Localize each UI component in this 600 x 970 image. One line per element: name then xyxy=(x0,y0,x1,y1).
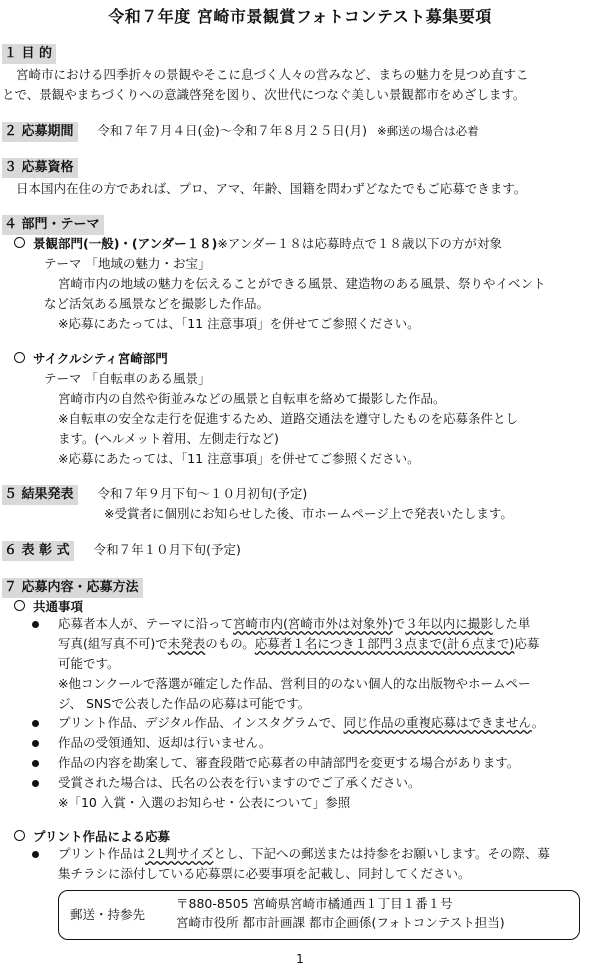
results-note: ※受賞者に個別にお知らせした後、市ホームページ上で発表いたします。 xyxy=(104,506,513,521)
division-1-note: ※アンダー１８は応募時点で１８歳以下の方が対象 xyxy=(217,236,502,251)
division-2-text-1: 宮崎市内の自然や街並みなどの風景と自転車を絡めて撮影した作品。 xyxy=(58,391,446,406)
common-items: 共通事項 xyxy=(14,598,83,616)
common-item-1-line-1: 応募者本人が、テーマに沿って宮崎市内(宮崎市外は対象外)で３年以内に撮影した単 xyxy=(58,616,531,631)
division-2-text-3: ます。(ヘルメット着用、左側走行など) xyxy=(58,431,279,446)
common-item-1-line-3: 可能です。 xyxy=(58,656,120,671)
common-item-3: 作品の受領通知、返却は行いません。 xyxy=(58,735,272,750)
common-item-1-line-2: 写真(組写真不可)で未発表のもの。応募者１名につき１部門３点まで(計６点まで)応募 xyxy=(58,636,540,651)
common-item-5-note: ※「10 入賞・入選のお知らせ・公表について」参照 xyxy=(58,795,351,810)
bullet-icon xyxy=(32,720,39,727)
print-entry: プリント作品による応募 xyxy=(14,828,170,846)
section-3-heading: ３ 応募資格 xyxy=(2,158,78,178)
division-1-text-1: 宮崎市内の地域の魅力を伝えることができる風景、建造物のある風景、祭りやイベント xyxy=(58,276,546,291)
section-1-text-line-1: 宮崎市における四季折々の景観やそこに息づく人々の営みなど、まちの魅力を見つめ直すこ xyxy=(16,67,529,82)
print-entry-line-2: 集チラシに添付している応募票に必要事項を記載し、同封してください。 xyxy=(58,866,471,881)
bullet-icon xyxy=(32,621,39,628)
division-1 xyxy=(14,235,502,253)
common-item-4: 作品の内容を勘案して、審査段階で応募者の申請部門を変更する場合があります。 xyxy=(58,755,520,770)
page-title: 令和７年度 宮崎市景観賞フォトコンテスト募集要項 xyxy=(108,7,492,26)
application-period: 令和７年７月４日(金)～令和７年８月２５日(月) xyxy=(97,123,368,138)
bullet-icon xyxy=(32,760,39,767)
section-1-text-line-2: とで、景観やまちづくりへの意識啓発を図り、次世代につなぐ美しい景観都市をめざします。 xyxy=(2,87,526,102)
division-2 xyxy=(14,350,168,368)
section-6 xyxy=(2,541,241,561)
division-1-theme: テーマ 「地域の魅力・お宝」 xyxy=(44,256,211,271)
bullet-icon xyxy=(32,851,39,858)
section-5 xyxy=(2,485,307,505)
address-label: 郵送・持参先 xyxy=(70,907,146,922)
division-2-title: サイクルシティ宮崎部門 xyxy=(33,351,168,366)
division-2-theme: テーマ 「自転車のある風景」 xyxy=(44,371,211,386)
division-1-text-2: など活気ある風景などを撮影した作品。 xyxy=(44,296,270,311)
division-2-text-2: ※自転車の安全な走行を促進するため、道路交通法を遵守したものを応募条件とし xyxy=(58,411,518,426)
page-number: 1 xyxy=(296,952,304,966)
circle-bullet-icon xyxy=(14,830,25,841)
section-1-heading: １ 目 的 xyxy=(2,44,56,64)
address-line-1: 〒880-8505 宮崎県宮崎市橘通西１丁目１番１号 xyxy=(176,896,453,911)
division-2-text-4: ※応募にあたっては、「11 注意事項」を併せてご参照ください。 xyxy=(58,451,420,466)
mail-note: ※郵送の場合は必着 xyxy=(377,124,479,138)
circle-bullet-icon xyxy=(14,237,25,248)
section-2-heading: ２ 応募期間 xyxy=(2,122,78,142)
common-item-2: プリント作品、デジタル作品、インスタグラムで、同じ作品の重複応募はできません。 xyxy=(58,715,545,730)
division-1-title: 景観部門(一般)・(アンダー１８) xyxy=(33,236,218,251)
section-6-heading: ６ 表 彰 式 xyxy=(2,541,74,561)
results-date: 令和７年９月下旬～１０月初旬(予定) xyxy=(97,486,308,501)
section-5-heading: ５ 結果発表 xyxy=(2,485,78,505)
common-item-1-line-4: ※他コンクールで落選が確定した作品、営利目的のない個人的な出版物やホームペー xyxy=(58,676,531,691)
common-item-5: 受賞された場合は、氏名の公表を行いますのでご了承ください。 xyxy=(58,775,421,790)
bullet-icon xyxy=(32,780,39,787)
bullet-icon xyxy=(32,740,39,747)
ceremony-date: 令和７年１０月下旬(予定) xyxy=(93,542,241,557)
division-1-text-3: ※応募にあたっては、「11 注意事項」を併せてご参照ください。 xyxy=(58,316,420,331)
circle-bullet-icon xyxy=(14,600,25,611)
section-4-heading: ４ 部門・テーマ xyxy=(2,215,104,235)
section-7-heading: ７ 応募内容・応募方法 xyxy=(2,578,143,598)
print-entry-line-1: プリント作品は２L判サイズとし、下記への郵送または持参をお願いします。その際、募 xyxy=(58,846,550,861)
section-2 xyxy=(2,122,479,142)
address-line-2: 宮崎市役所 都市計画課 都市企画係(フォトコンテスト担当) xyxy=(176,915,505,930)
common-item-1-line-5: ジ、 SNSで公表した作品の応募は可能です。 xyxy=(58,696,311,711)
circle-bullet-icon xyxy=(14,352,25,363)
section-3-text: 日本国内在住の方であれば、プロ、アマ、年齢、国籍を問わずどなたでもご応募できます。 xyxy=(16,181,527,196)
